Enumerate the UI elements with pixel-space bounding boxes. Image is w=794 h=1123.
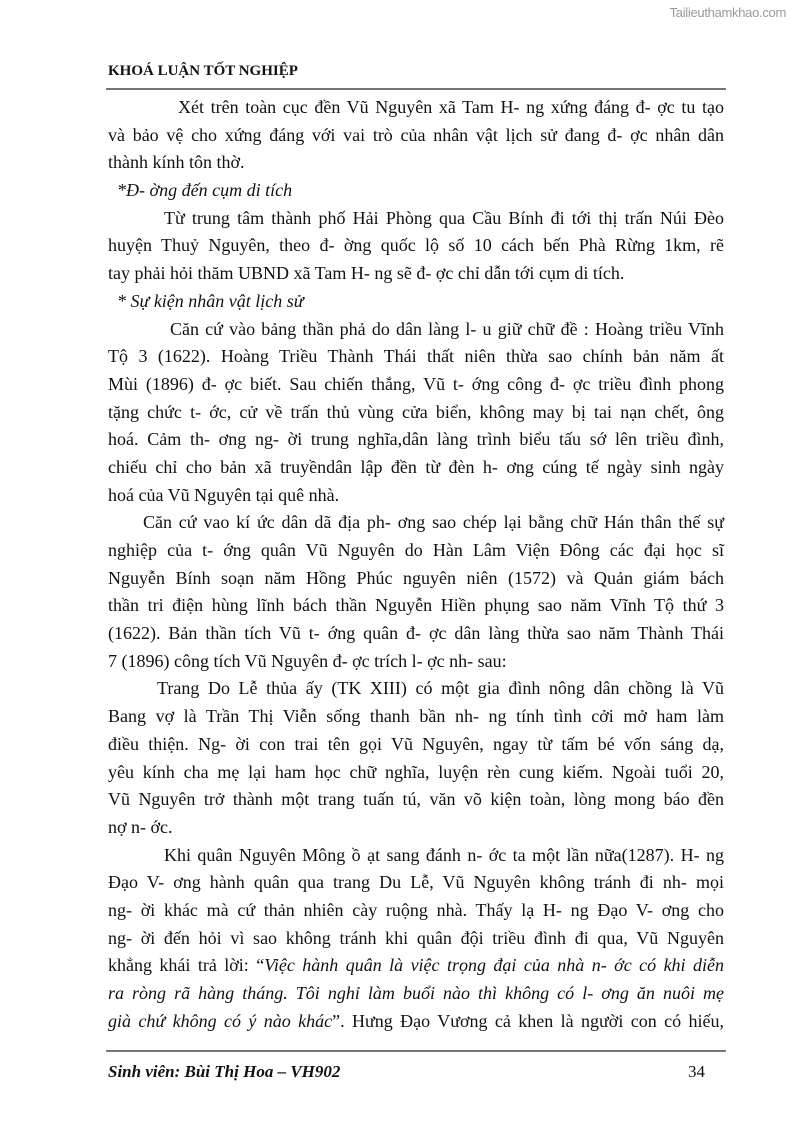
- body-line: hoá. Cảm th- ơng ng- ời trung nghĩa,dân làng trình biểu tấu sớ lên triều đình,: [108, 429, 724, 450]
- document-body: [108, 94, 724, 1035]
- body-line: điều thiện. Ng- ời con trai tên gọi Vũ Nguyên, ngay từ tấm bé vốn sáng dạ,: [108, 733, 724, 754]
- body-line: hoá của Vũ Nguyên tại quê nhà.: [108, 484, 340, 505]
- body-line: Nguyễn Bính soạn năm Hồng Phúc nguyên niên (1572) và Quản giám bách: [108, 567, 724, 588]
- footer-rule: [106, 1050, 726, 1052]
- text-run: ”. Hưng Đạo Vương cả khen là người con có hiếu,: [332, 1010, 724, 1031]
- body-line: Xét trên toàn cục đền Vũ Nguyên xã Tam H- ng xứng đáng đ- ợc tu tạo: [178, 97, 724, 117]
- section-heading: * Sự kiện nhân vật lịch sử: [117, 290, 304, 311]
- body-line: Đạo V- ơng hành quân qua trang Du Lễ, Vũ Nguyên không tránh đi nh- mọi: [108, 872, 724, 893]
- section-heading: *Đ- ờng đến cụm di tích: [117, 180, 293, 201]
- body-line: 7 (1896) công tích Vũ Nguyên đ- ợc trích l- ợc nh- sau:: [108, 650, 507, 671]
- body-line: Mùi (1896) đ- ợc biết. Sau chiến thắng, Vũ t- ớng công đ- ợc triều đình phong: [108, 373, 724, 394]
- body-line: ng- ời đến hỏi vì sao không tránh khi quân đội triều đình đi qua, Vũ Nguyên: [108, 927, 724, 948]
- body-line: thành kính tôn thờ.: [108, 152, 245, 173]
- body-line: và bảo vệ cho xứng đáng với vai trò của nhân vật lịch sử đang đ- ợc nhân dân: [108, 124, 724, 145]
- body-line: Trang Do Lễ thủa ấy (TK XIII) có một gia đình nông dân chồng là Vũ: [157, 678, 724, 699]
- body-line: Từ trung tâm thành phố Hải Phòng qua Cầu Bính đi tới thị trấn Núi Đèo: [164, 207, 724, 228]
- page-number: 34: [688, 1062, 705, 1081]
- body-line: Căn cứ vào bảng thần phả do dân làng l- u giữ chữ đề : Hoàng triều Vĩnh: [170, 318, 724, 339]
- footer-student: Sinh viên: Bùi Thị Hoa – VH902: [108, 1062, 341, 1081]
- body-line: [108, 952, 724, 980]
- text-run: khẳng khái trả lời: “: [108, 955, 265, 976]
- body-line: Vũ Nguyên trở thành một trang tuấn tú, văn võ kiện toàn, lòng mong báo đền: [108, 789, 724, 810]
- body-line: ng- ời khác mà cứ thản nhiên cày ruộng nhà. Thấy lạ H- ng Đạo V- ơng cho: [108, 899, 724, 920]
- body-line: tay phải hỏi thăm UBND xã Tam H- ng sẽ đ- ợc chỉ dẫn tới cụm di tích.: [108, 263, 625, 284]
- body-line: Căn cứ vao kí ức dân dã địa ph- ơng sao chép lại bằng chữ Hán thân thế sự: [143, 512, 724, 533]
- body-line: (1622). Bản thần tích Vũ t- ớng quân đ- ợc dân làng thừa sao năm Thành Thái: [108, 623, 724, 644]
- body-line: thần tri điện hùng lĩnh bách thần Nguyễn Hiền phụng sao năm Vĩnh Tộ thứ 3: [108, 595, 724, 616]
- body-line: Tộ 3 (1622). Hoàng Triều Thành Thái thất niên thừa sao chính bản năm ất: [108, 346, 724, 367]
- body-line: huyện Thuỷ Nguyên, theo đ- ờng quốc lộ số 10 cách bến Phà Rừng 1km, rẽ: [108, 235, 724, 256]
- body-line: nợ n- ớc.: [108, 816, 173, 837]
- body-line: [108, 1008, 724, 1036]
- body-line: Bang vợ là Trần Thị Viễn sống thanh bần nh- ng tính tình cởi mở ham làm: [108, 706, 724, 727]
- header-rule: [106, 88, 726, 90]
- quote-text: Việc hành quân là việc trọng đại của nhà n- ớc có khi diễn: [264, 955, 724, 976]
- page-header-title: KHOÁ LUẬN TỐT NGHIỆP: [108, 63, 298, 79]
- body-line: nghiệp của t- ớng quân Vũ Nguyên do Hàn Lâm Viện Đông các đại học sĩ: [108, 540, 724, 560]
- body-line: ra ròng rã hàng tháng. Tôi nghỉ làm buổi nào thì không có l- ơng ăn nuôi mẹ: [108, 983, 724, 1003]
- watermark: Tailieuthamkhao.com: [669, 5, 786, 20]
- body-line: Khi quân Nguyên Mông ồ ạt sang đánh n- ớc ta một lần nữa(1287). H- ng: [164, 844, 724, 865]
- body-line: chiếu chỉ cho bản xã truyềndân lập đền từ đèn h- ơng cúng tế ngày sinh ngày: [108, 456, 724, 477]
- body-line: tặng chức t- ớc, cử về trấn thủ vùng cửa biển, không may bị tai nạn chết, ông: [108, 401, 724, 422]
- body-line: yêu kính cha mẹ lại ham học chữ nghĩa, luyện rèn cung kiếm. Ngoài tuổi 20,: [108, 761, 724, 782]
- quote-text: già chứ không có ý nào khác: [108, 1010, 333, 1031]
